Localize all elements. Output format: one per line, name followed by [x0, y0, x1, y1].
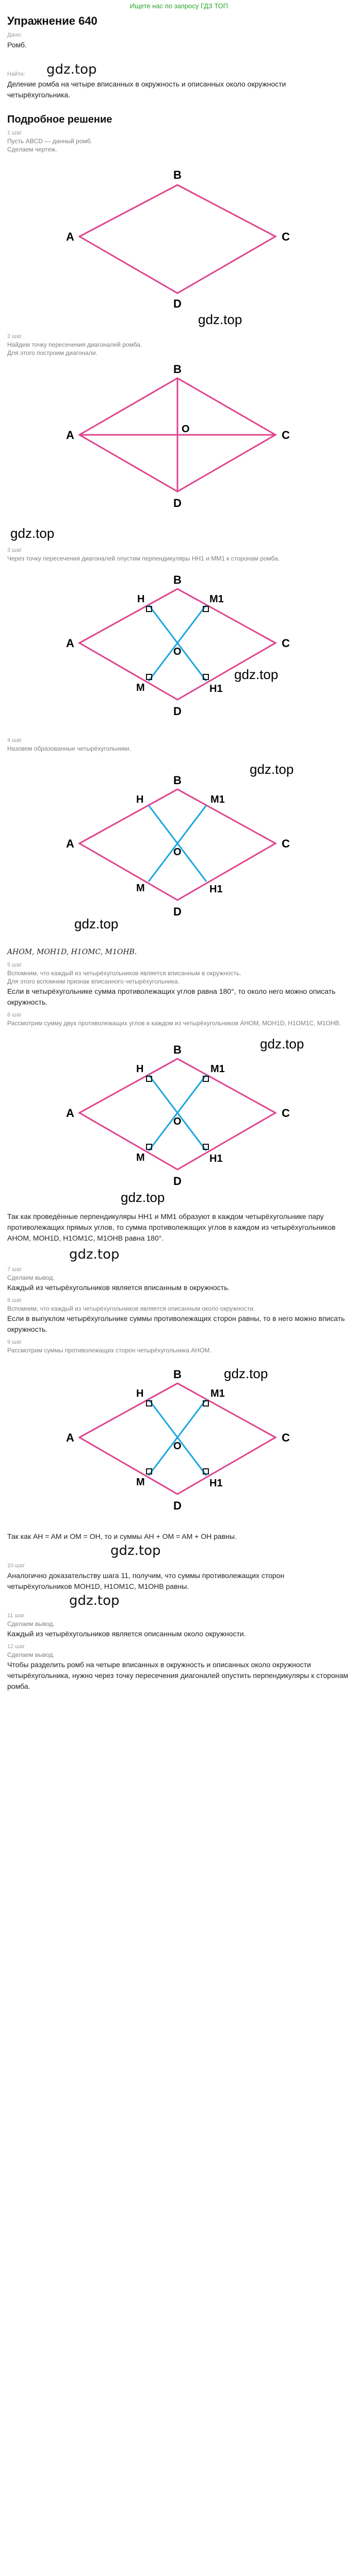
svg-text:C: C: [282, 429, 290, 442]
step-text: Рассмотрим суммы противолежащих сторон четырёхугольника AHOM.: [7, 1347, 211, 1354]
svg-text:C: C: [282, 1431, 290, 1444]
vertex-c-label: C: [282, 230, 290, 243]
svg-text:A: A: [66, 429, 74, 442]
given-value: Ромб.: [7, 41, 27, 49]
step-label: 11 шаг: [7, 1613, 25, 1619]
find-value: Деление ромба на четыре вписанных в окружность и описанных около окружности четырёхугольника.: [7, 80, 286, 99]
step-label: 3 шаг: [7, 547, 22, 553]
step-label: 12 шаг: [7, 1643, 25, 1650]
svg-text:M1: M1: [210, 794, 225, 805]
step-rule: Если в четырёхугольнике сумма противолежащих углов равна 180°, то около него можно описать окружность.: [7, 987, 336, 1006]
svg-text:M: M: [136, 883, 145, 894]
vertex-b-label: B: [173, 168, 182, 181]
svg-text:M: M: [136, 1477, 145, 1488]
step-text: Через точку пересечения диагоналей опустим перпендикуляры HH1 и MM1 к сторонам ромба.: [7, 555, 280, 562]
solution-title: Подробное решение: [7, 114, 112, 125]
svg-text:D: D: [173, 1175, 182, 1188]
svg-text:C: C: [282, 1107, 290, 1120]
svg-text:A: A: [66, 1107, 74, 1120]
step-label: 9 шаг: [7, 1339, 22, 1345]
search-hint-link[interactable]: Ищете нас по запросу ГДЗ ТОП: [129, 2, 229, 10]
step-rule: Каждый из четырёхугольников является описанным около окружности.: [7, 1630, 246, 1638]
quads-figure: [7, 753, 351, 944]
svg-text:M1: M1: [210, 1063, 225, 1075]
given-label: Дано:: [7, 32, 22, 38]
step-label: 10 шаг: [7, 1563, 25, 1569]
svg-text:B: B: [173, 363, 182, 376]
step-text: Вспомним, что каждый из четырёхугольников является описанным около окружности.: [7, 1305, 255, 1312]
svg-text:M1: M1: [209, 594, 224, 605]
svg-text:M: M: [136, 1152, 145, 1163]
step-label: 1 шаг: [7, 130, 22, 136]
step-text: Сделаем вывод.: [7, 1620, 55, 1628]
step-rule: Каждый из четырёхугольников является вписанным в окружность.: [7, 1283, 230, 1292]
svg-text:O: O: [173, 1440, 182, 1452]
step-text: Аналогично доказательству шага 11, получим, что суммы противолежащих сторон четырёхугольников MOH1D, H1OM1C, M1OHB равны.: [7, 1571, 285, 1590]
step-label: 5 шаг: [7, 962, 22, 968]
svg-text:gdz.top: gdz.top: [260, 1036, 304, 1052]
svg-text:H1: H1: [209, 683, 223, 694]
top-banner: [0, 0, 358, 11]
svg-text:gdz.top: gdz.top: [10, 526, 55, 541]
diagonals-figure: [7, 358, 351, 543]
rhombus-figure: [7, 154, 351, 329]
svg-text:D: D: [173, 497, 182, 510]
svg-text:gdz.top: gdz.top: [74, 916, 119, 931]
svg-text:B: B: [173, 774, 182, 787]
quads-list: AHOM, MOH1D, H1OMC, M1OHB.: [7, 948, 137, 956]
svg-text:C: C: [282, 837, 290, 850]
angles-figure: [7, 1028, 351, 1208]
sides-figure: [7, 1355, 351, 1530]
svg-text:gdz.top: gdz.top: [250, 761, 294, 777]
step-rule: Если в выпуклом четырёхугольнике суммы противолежащих сторон равны, то в него можно вписать окружность.: [7, 1314, 345, 1333]
svg-text:A: A: [66, 837, 74, 850]
svg-text:D: D: [173, 905, 182, 918]
svg-text:H: H: [136, 794, 144, 805]
step-text: Сделаем вывод.: [7, 1651, 55, 1658]
svg-text:B: B: [173, 1368, 182, 1381]
step-text: Найдем точку пересечения диагоналей ромба.: [7, 341, 142, 348]
step-label: 4 шаг: [7, 737, 22, 743]
svg-text:gdz.top: gdz.top: [121, 1190, 165, 1205]
watermark: gdz.top: [46, 62, 97, 77]
svg-text:O: O: [173, 1116, 182, 1127]
svg-text:O: O: [182, 423, 190, 435]
watermark: gdz.top: [198, 312, 242, 327]
step-label: 8 шаг: [7, 1297, 22, 1303]
step-note: Для этого вспомним признак вписанного четырёхугольника.: [7, 978, 180, 985]
svg-text:H1: H1: [209, 1478, 223, 1489]
step-label: 2 шаг: [7, 333, 22, 340]
step-rule: Чтобы разделить ромб на четыре вписанных в окружность и описанных около окружности четырёхугольника, нужно через точку пересечения диагоналей опустить перпендикуляры к сторонам ромба.: [7, 1660, 348, 1690]
vertex-a-label: A: [66, 230, 74, 243]
step-text: Так как проведённые перпендикуляры HH1 и MM1 образуют в каждом четырёхугольнике пару противолежащих прямых углов, то сумма противолежащих углов в каждом из четырёхугольников AHOM, MOH1D, H1OM1C, M1OHB равна 180°.: [7, 1212, 336, 1242]
step-label: 6 шаг: [7, 1012, 22, 1018]
step-text: Вспомним, что каждый из четырёхугольников является вписанным в окружность.: [7, 970, 241, 977]
step-text: Рассмотрим сумму двух противолежащих углов в каждом из четырёхугольников AHOM, MOH1D, H1OM1C, M1OHB.: [7, 1020, 341, 1027]
svg-text:D: D: [173, 705, 182, 718]
svg-text:O: O: [173, 646, 182, 657]
svg-text:C: C: [282, 637, 290, 650]
step-text: Так как AH = AM и OM = OH, то и суммы AH + OM = AM + OH равны.: [7, 1532, 237, 1540]
svg-text:O: O: [173, 846, 182, 858]
svg-text:H: H: [136, 1063, 144, 1075]
svg-text:H1: H1: [209, 1153, 223, 1164]
svg-text:M: M: [136, 682, 145, 693]
find-label: Найти:: [7, 71, 25, 77]
svg-text:A: A: [66, 1431, 74, 1444]
svg-text:H: H: [137, 594, 145, 605]
exercise-title: Упражнение 640: [7, 14, 97, 27]
step-text: Назовем образованные четырёхугольники.: [7, 745, 131, 752]
step-text: Пусть ABCD — данный ромб.: [7, 138, 92, 145]
step-note: Сделаем чертеж.: [7, 146, 57, 153]
svg-text:D: D: [173, 1499, 182, 1512]
svg-text:B: B: [173, 573, 182, 586]
vertex-d-label: D: [173, 297, 182, 310]
step-text: Сделаем вывод.: [7, 1274, 55, 1281]
svg-text:M1: M1: [210, 1388, 225, 1399]
step-note: Для этого построим диагонали.: [7, 349, 97, 357]
perpendiculars-figure: [7, 563, 351, 733]
svg-text:H: H: [136, 1388, 144, 1399]
svg-text:H1: H1: [209, 884, 223, 895]
svg-text:gdz.top: gdz.top: [224, 1366, 268, 1381]
svg-text:B: B: [173, 1043, 182, 1056]
step-label: 7 шаг: [7, 1266, 22, 1273]
rhombus-shape: [79, 185, 275, 293]
svg-text:gdz.top: gdz.top: [234, 667, 279, 682]
svg-text:A: A: [66, 637, 74, 650]
